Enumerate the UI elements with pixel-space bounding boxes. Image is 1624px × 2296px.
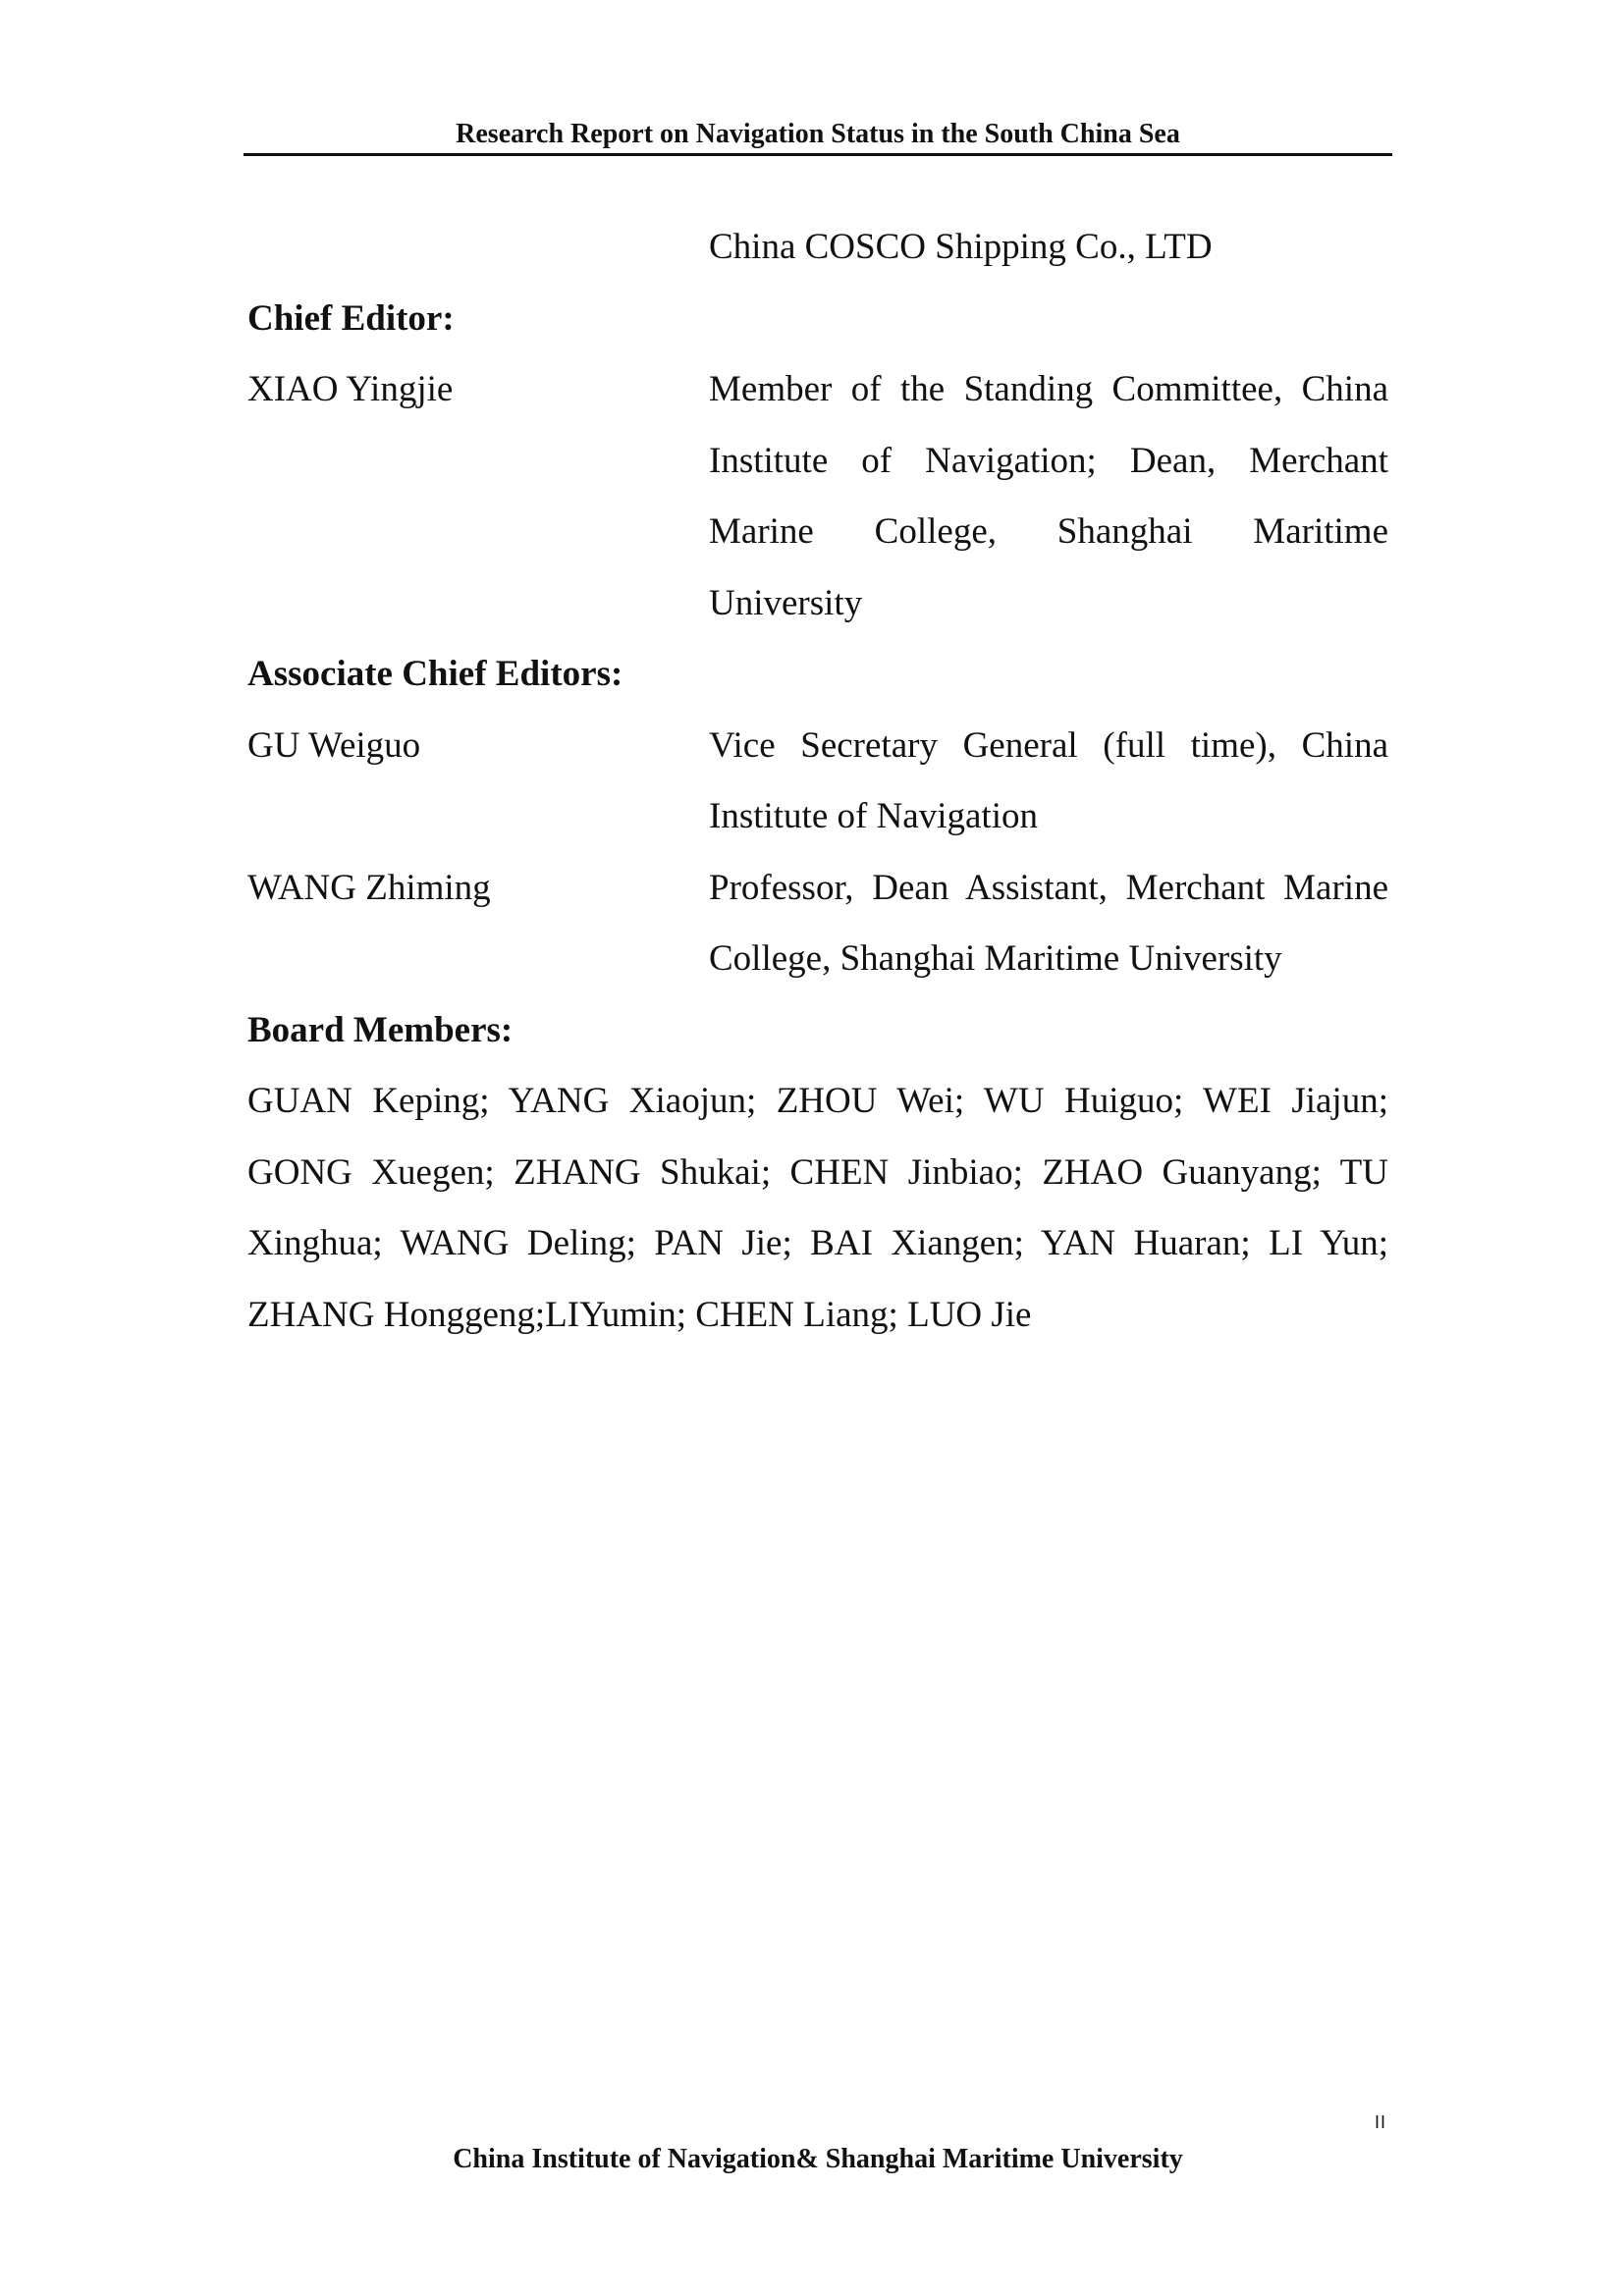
top-affiliation: China COSCO Shipping Co., LTD <box>709 227 1213 267</box>
editor-name: GU Weiguo <box>247 724 421 766</box>
top-affiliation-row <box>247 212 1388 284</box>
chief-editor-heading: Chief Editor: <box>247 297 455 339</box>
editor-name: XIAO Yingjie <box>247 369 454 409</box>
editor-entry <box>247 711 1388 853</box>
editor-description: Professor, Dean Assistant, Merchant Marine College, Shanghai Maritime University <box>709 867 1388 979</box>
editor-entry <box>247 354 1388 639</box>
page-header <box>244 116 1392 156</box>
editor-description: Vice Secretary General (full time), China Institute of Navigation <box>709 724 1388 836</box>
board-members-heading: Board Members: <box>247 1009 514 1050</box>
board-members-list: GUAN Keping; YANG Xiaojun; ZHOU Wei; WU Huiguo; WEI Jiajun; GONG Xuegen; ZHANG Shukai; CHEN Jinbiao; ZHAO Guanyang; TU Xinghua; WANG Deling; PAN Jie; BAI Xiangen; YAN Huaran; LI Yun; ZHANG Honggeng;LIYumin; CHEN Liang; LUO Jie <box>247 1081 1388 1335</box>
associate-chief-editors-heading: Associate Chief Editors: <box>247 654 623 694</box>
editor-name: WANG Zhiming <box>247 867 491 908</box>
empty-name-cell <box>247 212 709 284</box>
footer-text: China Institute of Navigation& Shanghai Maritime University <box>453 2144 1183 2174</box>
page-footer <box>244 2140 1392 2179</box>
report-title: Research Report on Navigation Status in the South China Sea <box>456 119 1180 149</box>
page-number: II <box>1375 2112 1387 2132</box>
editorial-board <box>247 212 1388 1351</box>
editor-entry <box>247 853 1388 995</box>
editor-description: Member of the Standing Committee, China Institute of Navigation; Dean, Merchant Marine College, Shanghai Maritime University <box>709 369 1388 623</box>
